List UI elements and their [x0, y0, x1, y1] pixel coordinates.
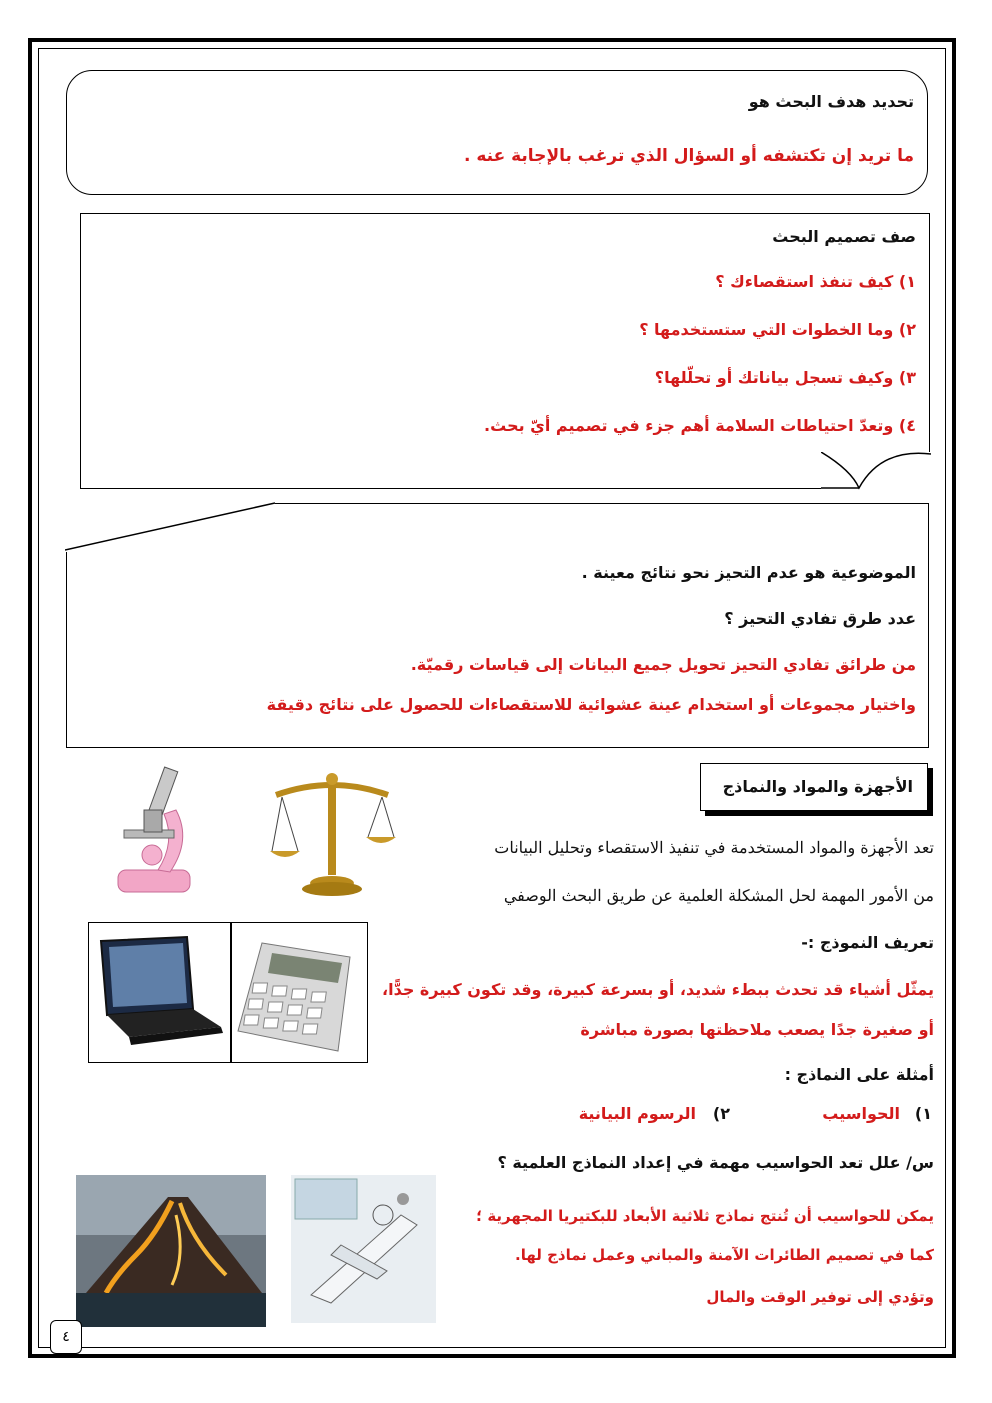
research-design-item-4: ٤) وتعدّ احتياطات السلامة أهم جزء في تصميم أيّ بحث.: [484, 416, 916, 435]
model-examples-title: أمثلة على النماذج :: [784, 1065, 934, 1084]
section-title: الأجهزة والمواد والنماذج: [722, 777, 913, 796]
research-design-title: صف تصميم البحث: [772, 227, 916, 246]
tools-text-line-1: تعد الأجهزة والمواد المستخدمة في تنفيذ الاستقصاء وتحليل البيانات: [494, 838, 934, 857]
section-title-box: [700, 763, 928, 811]
research-design-item-2: ٢) وما الخطوات التي ستستخدمها ؟: [639, 320, 916, 339]
bias-question: عدد طرق تفادي التحيز ؟: [724, 609, 916, 628]
research-design-item-3: ٣) وكيف تسجل بياناتك أو تحلّلها؟: [654, 368, 916, 387]
computers-answer-1: يمكن للحواسيب أن تُنتج نماذج ثلاثية الأبعاد للبكتيريا المجهرية ؛: [476, 1207, 934, 1225]
computers-question: س/ علل تعد الحواسيب مهمة في إعداد النماذج العلمية ؟: [497, 1153, 934, 1172]
microscope-image: [100, 760, 210, 900]
calculator-image-frame: [231, 922, 368, 1063]
laptop-image: [89, 923, 229, 1061]
page-number: ٤: [50, 1320, 82, 1354]
example-2-number: ٢): [712, 1104, 730, 1123]
research-goal-box: [66, 70, 928, 195]
research-design-box: [80, 213, 930, 489]
tools-text-line-2: من الأمور المهمة لحل المشكلة العلمية عن طريق البحث الوصفي: [503, 886, 934, 905]
research-design-item-1: ١) كيف تنفذ استقصاءك ؟: [715, 272, 916, 291]
model-definition-line-1: يمثّل أشياء قد تحدث ببطء شديد، أو بسرعة كبيرة، وقد تكون كبيرة جدًّا،: [382, 980, 934, 999]
example-1-label: الحواسيب: [822, 1104, 900, 1123]
model-definition-line-2: أو صغيرة جدًا يصعب ملاحظتها بصورة مباشرة: [580, 1020, 934, 1039]
model-definition-title: تعريف النموذج :-: [801, 933, 934, 952]
laptop-image-frame: [88, 922, 231, 1063]
research-goal-answer: ما تريد إن تكتشفه أو السؤال الذي ترغب بالإجابة عنه .: [463, 146, 914, 166]
objectivity-definition: الموضوعية هو عدم التحيز نحو نتائج معينة .: [581, 563, 916, 582]
example-2-label: الرسوم البيانية: [578, 1104, 696, 1123]
bias-answer-1: من طرائق تفادي التحيز تحويل جميع البيانات إلى قياسات رقميّة.: [410, 655, 916, 674]
folded-corner-icon: [821, 452, 931, 490]
cut-corner-icon: [65, 502, 275, 552]
example-1-number: ١): [914, 1104, 932, 1123]
bias-answer-2: واختيار مجموعات أو استخدام عينة عشوائية للاستقصاءات للحصول على نتائج دقيقة: [266, 695, 916, 714]
airplane-model-image: [291, 1175, 436, 1323]
balance-scale-image: [268, 765, 396, 897]
computers-answer-2: كما في تصميم الطائرات الآمنة والمباني وعمل نماذج لها.: [515, 1246, 934, 1264]
volcano-image: [76, 1175, 266, 1327]
computers-answer-3: وتؤدي إلى توفير الوقت والمال: [706, 1288, 934, 1306]
calculator-image: [232, 923, 366, 1061]
research-goal-question: تحديد هدف البحث هو: [748, 92, 914, 111]
